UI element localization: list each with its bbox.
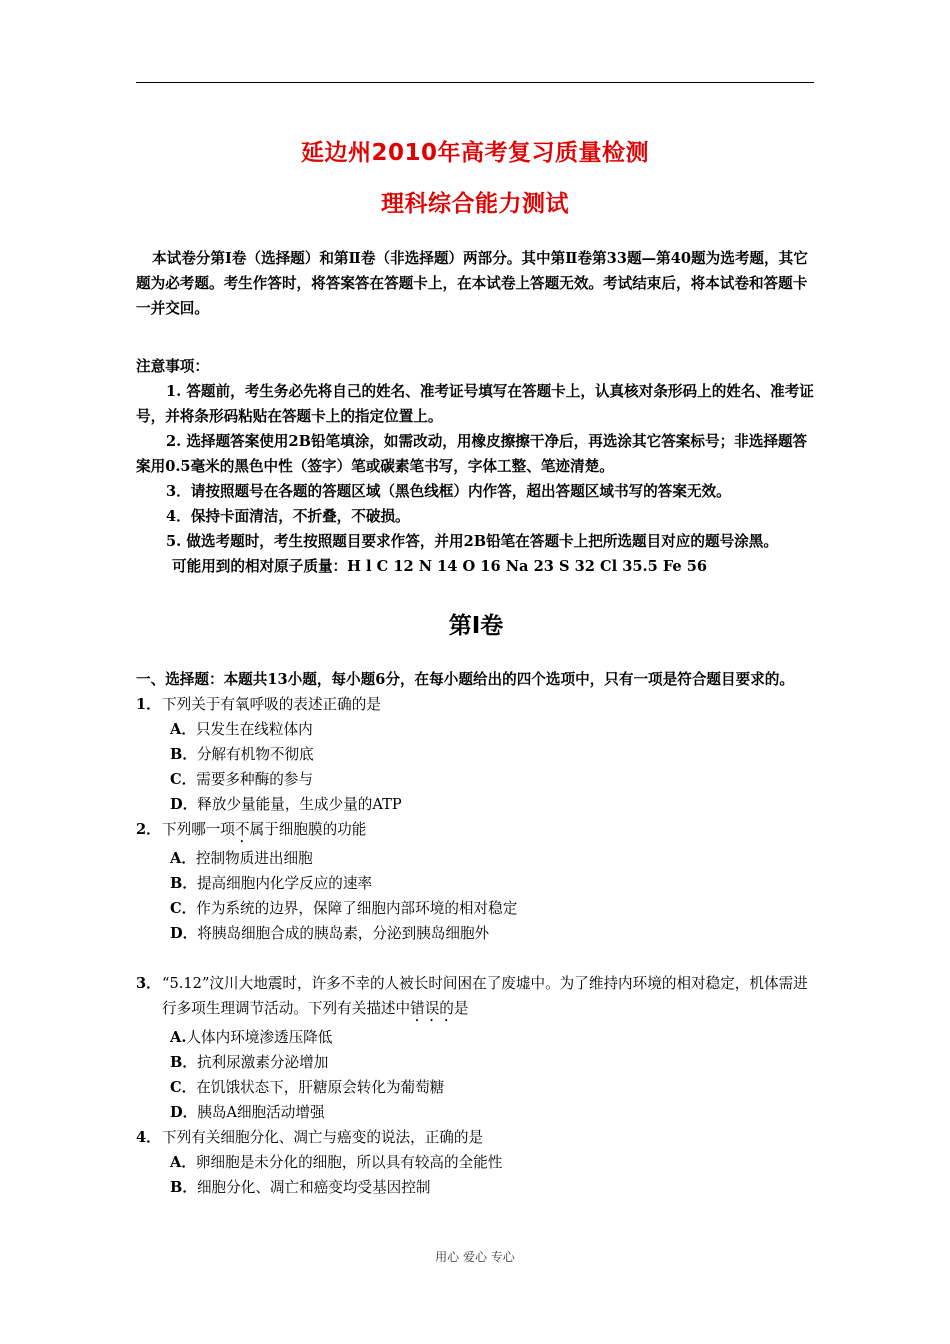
option	[170, 1175, 816, 1200]
question-3	[136, 971, 816, 1025]
question-number: 3．	[136, 975, 161, 992]
page-footer: 用心 爱心 专心	[435, 1250, 515, 1264]
option-text: 只发生在线粒体内	[195, 721, 313, 738]
option-text: 将胰岛细胞合成的胰岛素，分泌到胰岛细胞外	[197, 925, 490, 942]
option-label: B．	[170, 875, 197, 892]
option	[170, 1150, 816, 1175]
option-label: D．	[170, 796, 198, 813]
document-body	[136, 246, 816, 1200]
option-text: 人体内环境渗透压降低	[186, 1029, 333, 1046]
emphasized-word: 不	[234, 821, 250, 838]
note-item: 2. 选择题答案使用2B铅笔填涂，如需改动，用橡皮擦擦干净后，再选涂其它答案标号；非选择题答案用0.5毫米的黑色中性（签字）笔或碳素笔书写，字体工整、笔迹清楚。	[136, 433, 808, 475]
intro-paragraph: 本试卷分第Ⅰ卷（选择题）和第Ⅱ卷（非选择题）两部分。其中第Ⅱ卷第33题—第40题为选考题，其它题为必考题。考生作答时，将答案答在答题卡上，在本试卷上答题无效。考试结束后，将本试卷和答题卡一并交回。	[136, 250, 808, 317]
option-text: 需要多种酶的参与	[196, 771, 313, 788]
exam-subtitle: 理科综合能力测试	[381, 191, 569, 217]
question-2	[136, 817, 816, 846]
option-label: B．	[170, 1054, 197, 1071]
option-label: C．	[170, 1079, 197, 1096]
option-text: 胰岛A细胞活动增强	[197, 1104, 325, 1121]
question-stem: “5.12”汶川大地震时，许多不幸的人被长时间困在了废墟中。为了维持内环境的相对稳定，机体需进行多项生理调节活动。下列有关描述中	[162, 975, 808, 1017]
notes-title: 注意事项：	[136, 358, 209, 375]
question-stem: 下列关于有氧呼吸的表述正确的是	[162, 696, 381, 713]
option-label: A．	[170, 721, 196, 738]
option-label: B．	[170, 1179, 197, 1196]
option-label: C．	[170, 771, 197, 788]
note-item: 1. 答题前，考生务必先将自己的姓名、准考证号填写在答题卡上，认真核对条形码上的姓名、准考证号，并将条形码粘贴在答题卡上的指定位置上。	[136, 383, 814, 425]
option-label: B．	[170, 746, 197, 763]
option	[170, 1050, 816, 1075]
exam-title: 延边州2010年高考复习质量检测	[300, 140, 649, 166]
question-stem: 下列哪一项	[162, 821, 235, 838]
question-stem-end: 属于细胞膜的功能	[249, 821, 367, 838]
option	[170, 717, 816, 742]
option-text: 控制物质进出细胞	[195, 850, 313, 867]
option-label: D．	[170, 925, 198, 942]
volume-title: 第Ⅰ卷	[448, 613, 504, 639]
atomic-masses: 可能用到的相对原子质量：H l C 12 N 14 O 16 Na 23 S 32 Cl 35.5 Fe 56	[172, 558, 708, 575]
question-1	[136, 692, 816, 717]
note-item: 4．保持卡面清洁，不折叠，不破损。	[166, 508, 410, 525]
option-text: 分解有机物不彻底	[196, 746, 314, 763]
option	[170, 1025, 816, 1050]
emphasized-word: 错误的	[410, 1000, 454, 1017]
question-number: 1．	[136, 696, 161, 713]
option-text: 细胞分化、凋亡和癌变均受基因控制	[196, 1179, 431, 1196]
option	[170, 871, 816, 896]
option	[170, 1075, 816, 1100]
option-text: 卵细胞是未分化的细胞，所以具有较高的全能性	[195, 1154, 503, 1171]
option-label: A．	[170, 850, 196, 867]
note-item: 3．请按照题号在各题的答题区域（黑色线框）内作答，超出答题区域书写的答案无效。	[166, 483, 731, 500]
question-4	[136, 1125, 816, 1150]
question-stem: 下列有关细胞分化、凋亡与癌变的说法，正确的是	[162, 1129, 484, 1146]
option-text: 作为系统的边界，保障了细胞内部环境的相对稳定	[196, 900, 518, 917]
option	[170, 1100, 816, 1125]
option-label: A.	[170, 1029, 187, 1046]
question-number: 2．	[136, 821, 161, 838]
option	[170, 742, 816, 767]
option-label: D．	[170, 1104, 198, 1121]
option-label: A．	[170, 1154, 196, 1171]
option-text: 释放少量能量，生成少量的ATP	[197, 796, 402, 813]
option	[170, 767, 816, 792]
option	[170, 921, 816, 946]
option-text: 抗利尿激素分泌增加	[196, 1054, 329, 1071]
question-number: 4．	[136, 1129, 161, 1146]
option-text: 在饥饿状态下，肝糖原会转化为葡萄糖	[196, 1079, 445, 1096]
option-label: C．	[170, 900, 197, 917]
option	[170, 846, 816, 871]
header-rule	[136, 82, 814, 83]
question-stem-end: 是	[453, 1000, 469, 1017]
section-heading: 一、选择题：本题共13小题，每小题6分，在每小题给出的四个选项中，只有一项是符合题目要求的。	[136, 671, 794, 688]
option	[170, 792, 816, 817]
note-item: 5. 做选考题时，考生按照题目要求作答，并用2B铅笔在答题卡上把所选题目对应的题号涂黑。	[166, 533, 778, 550]
option-text: 提高细胞内化学反应的速率	[196, 875, 373, 892]
option	[170, 896, 816, 921]
